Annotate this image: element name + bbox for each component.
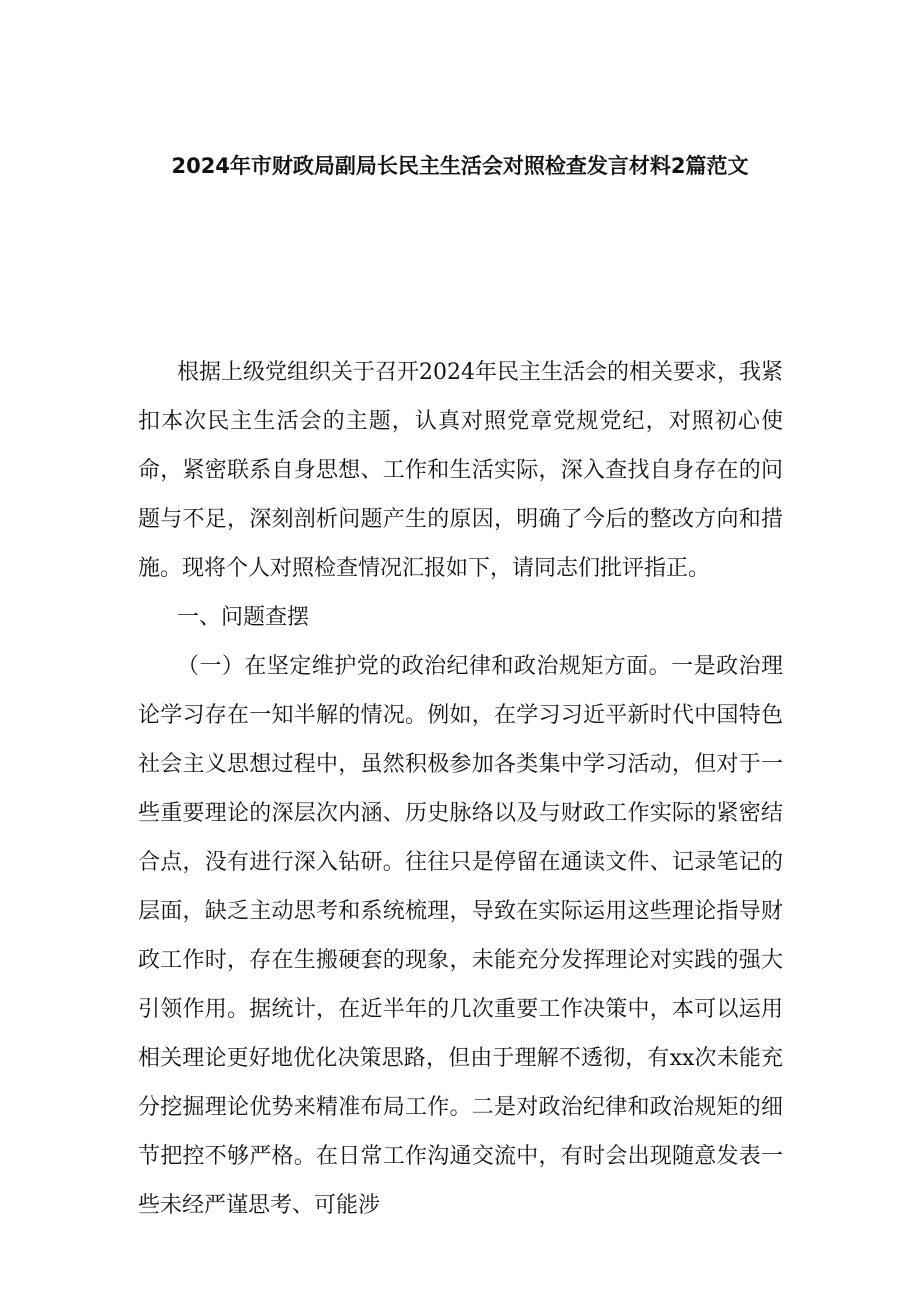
subsection-paragraph-political-discipline: （一）在坚定维护党的政治纪律和政治规矩方面。一是政治理论学习存在一知半解的情况。例如，在学习习近平新时代中国特色社会主义思想过程中，虽然积极参加各类集中学习活动，但对于一些重要理论的深层次内涵、历史脉络以及与财政工作实际的紧密结合点，没有进行深入钻研。往往只是停留在通读文件、记录笔记的层面，缺乏主动思考和系统梳理，导致在实际运用这些理论指导财政工作时，存在生搬硬套的现象，未能充分发挥理论对实践的强大引领作用。据统计，在近半年的几次重要工作决策中，本可以运用相关理论更好地优化决策思路，但由于理解不透彻，有xx次未能充分挖掘理论优势来精准布局工作。二是对政治纪律和政治规矩的细节把控不够严格。在日常工作沟通交流中，有时会出现随意发表一些未经严谨思考、可能涉 xyxy=(138,654,783,1218)
document-body xyxy=(138,348,783,1230)
intro-paragraph: 根据上级党组织关于召开2024年民主生活会的相关要求，我紧扣本次民主生活会的主题，认真对照党章党规党纪，对照初心使命，紧密联系自身思想、工作和生活实际，深入查找自身存在的问题与不足，深刻剖析问题产生的原因，明确了今后的整改方向和措施。现将个人对照检查情况汇报如下，请同志们批评指正。 xyxy=(138,360,783,581)
section-heading-problem-review: 一、问题查摆 xyxy=(177,605,310,630)
document-title: 2024年市财政局副局长民主生活会对照检查发言材料2篇范文 xyxy=(171,154,749,178)
